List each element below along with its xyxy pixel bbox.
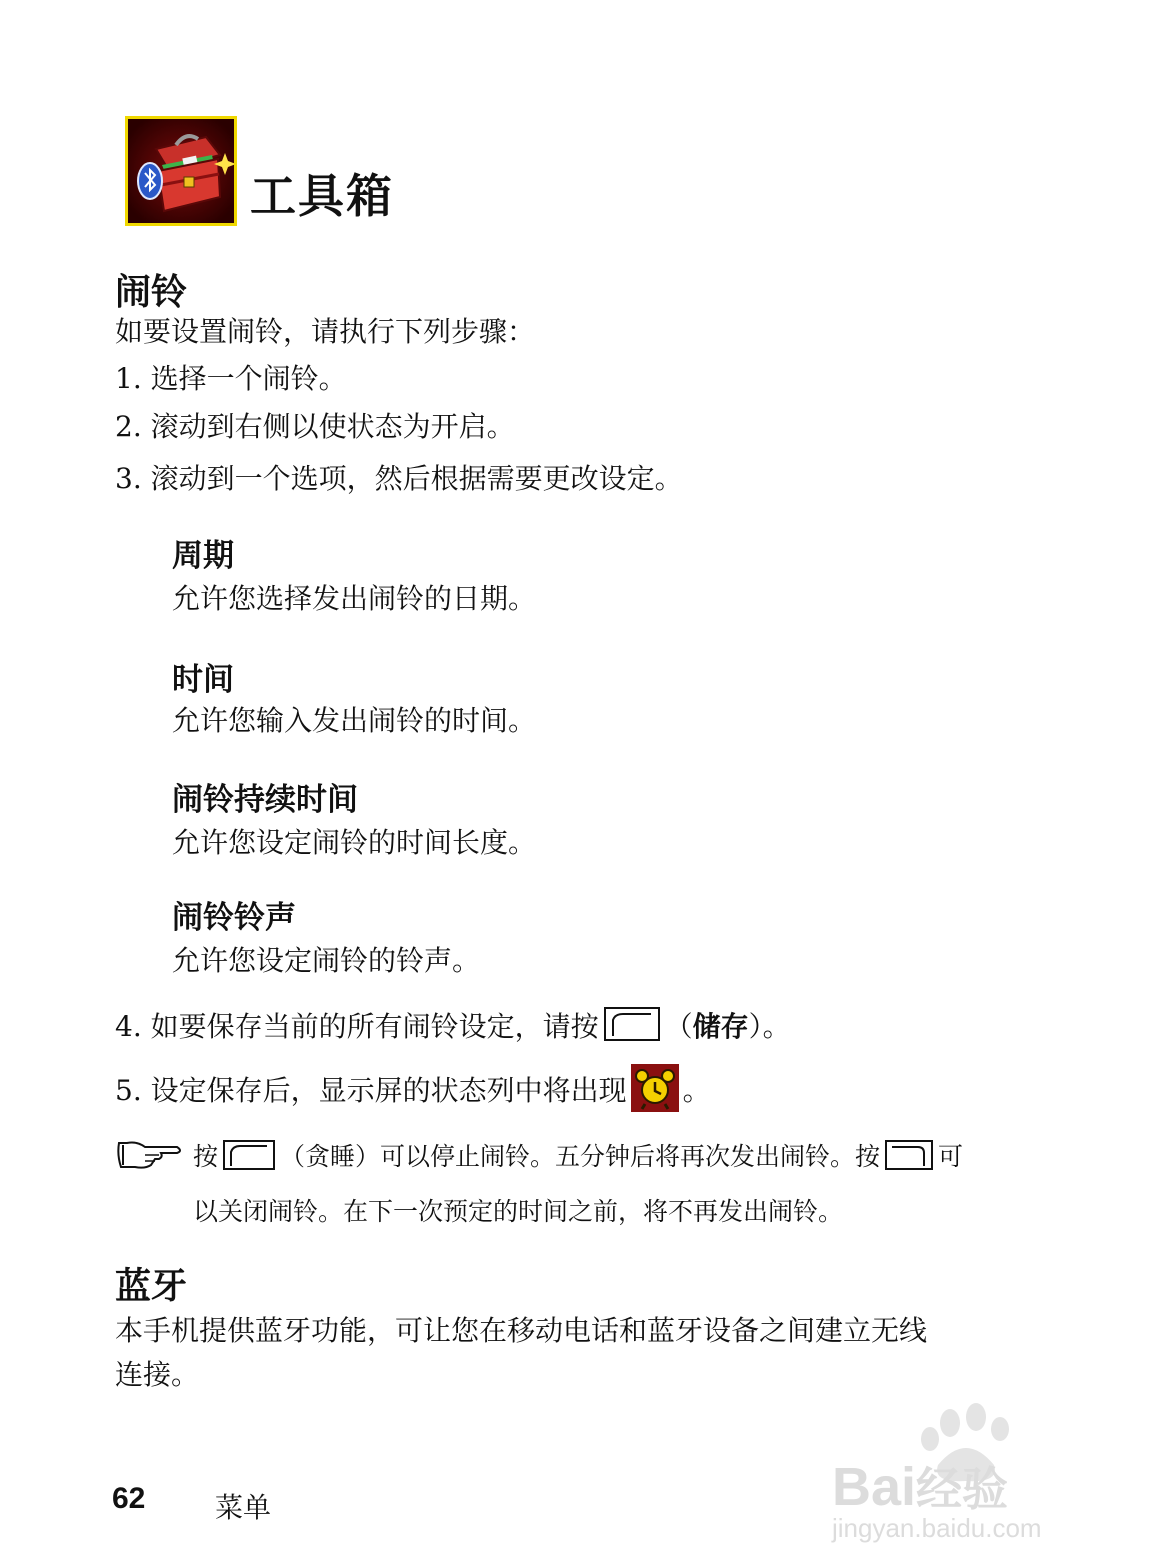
left-softkey-icon [222,1139,276,1177]
option-title-time: 时间 [172,662,234,698]
paren-close: ）。 [748,1010,791,1043]
step-number: 3. [115,462,142,495]
alarm-clock-status-icon [631,1064,679,1120]
step-number: 4. [115,1010,142,1043]
option-desc-ringtone: 允许您设定闹铃的铃声。 [172,944,481,977]
alarm-intro: 如要设置闹铃，请执行下列步骤： [115,315,536,348]
step-1 [115,362,347,396]
option-title-period: 周期 [172,538,234,574]
step-text: 滚动到右侧以使状态为开启。 [150,410,515,443]
step-2 [115,410,515,444]
step-text: 如要保存当前的所有闹铃设定，请按 [150,1010,599,1043]
page-number: 62 [112,1482,146,1515]
right-softkey-icon [884,1139,934,1177]
option-desc-time: 允许您输入发出闹铃的时间。 [172,704,537,737]
footer-section-label: 菜单 [215,1491,272,1524]
step-text-end: 。 [682,1074,711,1107]
baidu-jingyan-watermark [830,1395,1100,1545]
toolbox-bluetooth-icon [125,116,237,226]
step-4 [115,1006,791,1050]
paren-open: （ [664,1010,693,1043]
note-text: 可 [938,1142,964,1171]
option-title-ringtone: 闹铃铃声 [172,900,296,936]
step-number: 2. [115,410,142,443]
save-label: 储存 [692,1010,749,1043]
step-3 [115,462,683,496]
section-heading-alarm: 闹铃 [115,272,188,313]
option-desc-period: 允许您选择发出闹铃的日期。 [172,582,537,615]
pointing-hand-icon [115,1135,185,1177]
chapter-title: 工具箱 [250,169,394,223]
step-text: 设定保存后，显示屏的状态列中将出现 [150,1074,627,1107]
watermark-brand-text: Bai [832,1457,917,1517]
step-text: 滚动到一个选项，然后根据需要更改设定。 [150,462,683,495]
step-text: 选择一个闹铃。 [150,362,347,395]
step-number: 5. [115,1074,142,1107]
option-desc-duration: 允许您设定闹铃的时间长度。 [172,826,537,859]
note-text: （贪睡）可以停止闹铃。五分钟后将再次发出闹铃。按 [280,1142,881,1171]
bluetooth-desc-line-1: 本手机提供蓝牙功能，可让您在移动电话和蓝牙设备之间建立无线 [115,1314,928,1347]
note-line-2: 以关闭闹铃。在下一次预定的时间之前，将不再发出闹铃。 [193,1197,844,1226]
step-number: 1. [115,362,142,395]
bluetooth-desc-line-2: 连接。 [115,1358,200,1391]
option-title-duration: 闹铃持续时间 [172,782,358,818]
note-line-1 [193,1137,963,1177]
note-text: 按 [193,1142,219,1171]
left-softkey-icon [603,1006,661,1050]
section-heading-bluetooth: 蓝牙 [115,1266,188,1307]
step-5 [115,1064,711,1120]
watermark-brand-suffix: 经验 [916,1463,1009,1515]
watermark-brand [832,1453,1008,1519]
watermark-url: jingyan.baidu.com [832,1513,1042,1543]
